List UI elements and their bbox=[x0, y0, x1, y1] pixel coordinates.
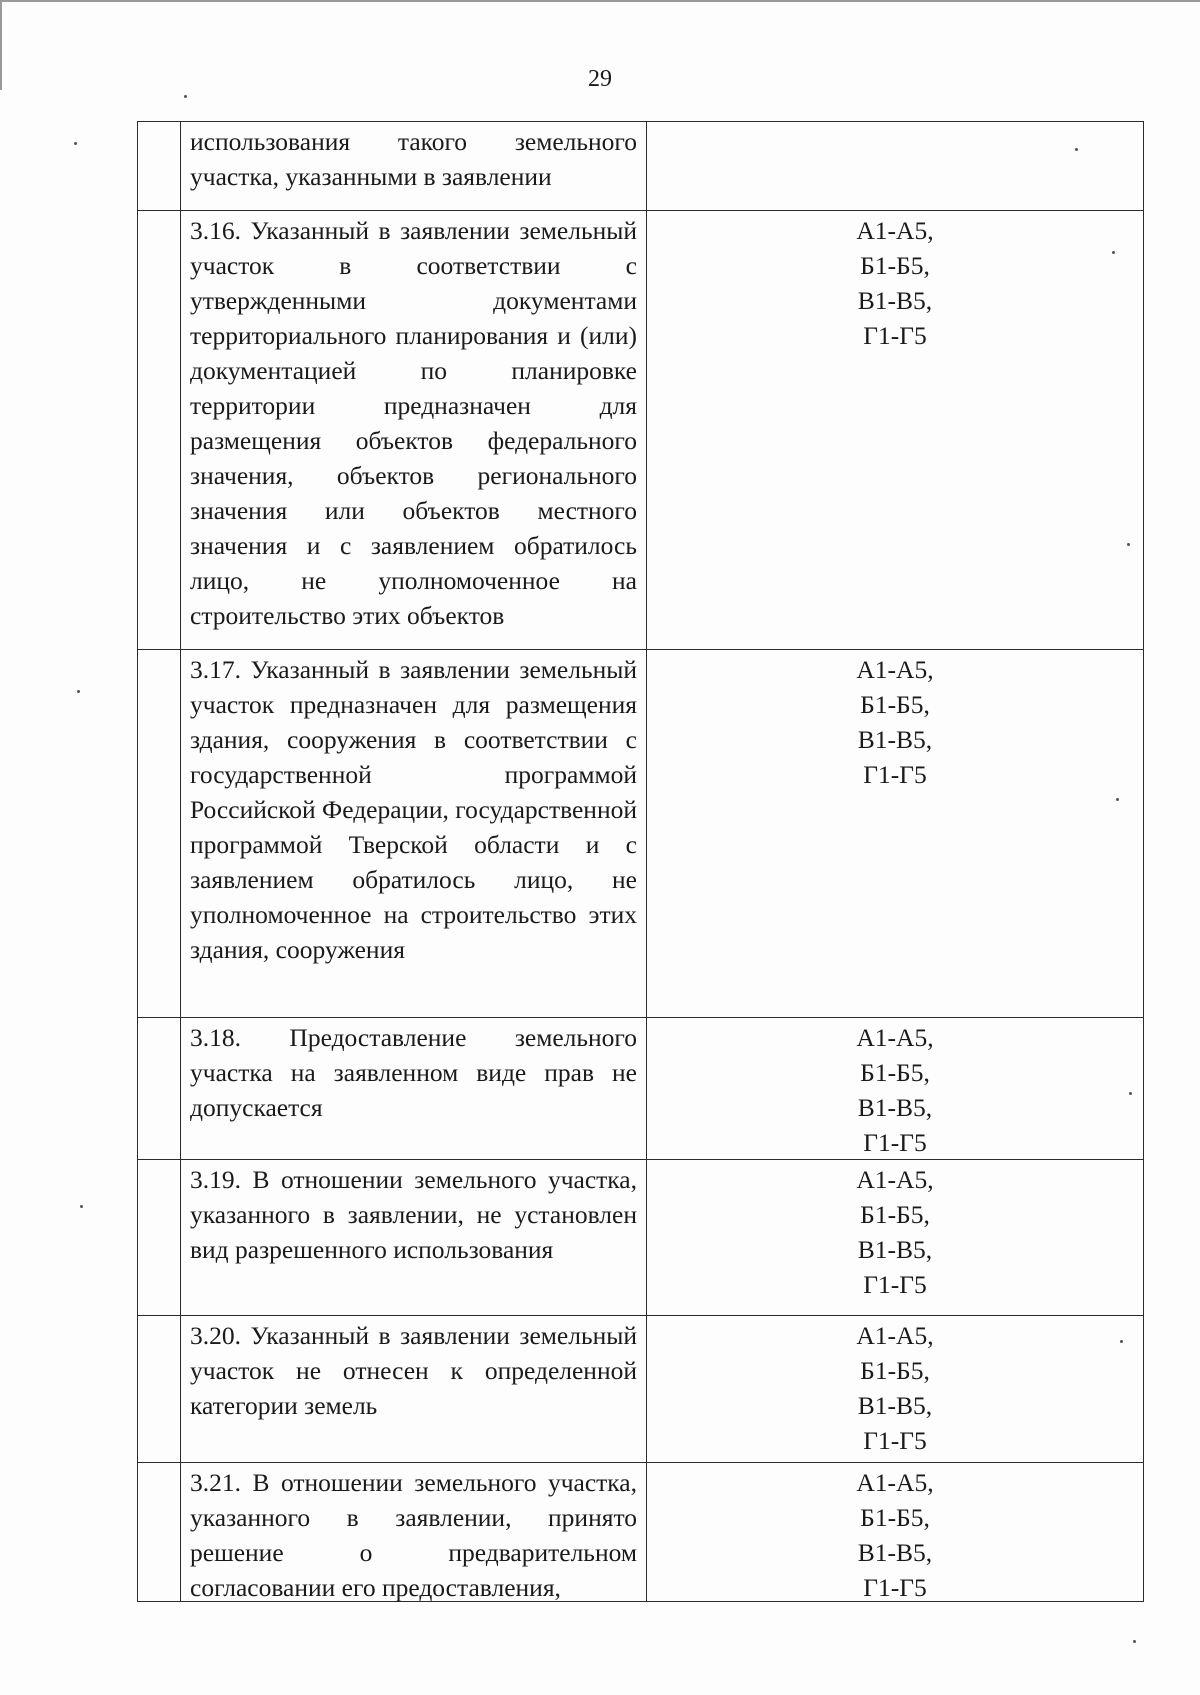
code-item: Г1-Г5 bbox=[863, 1128, 927, 1157]
scan-speck bbox=[184, 95, 187, 98]
row-description: 3.18. Предоставление земельного участка на заявленном виде прав не допускается bbox=[180, 1018, 646, 1159]
code-item: В1-В5, bbox=[857, 1391, 933, 1420]
scan-speck bbox=[80, 1205, 83, 1208]
row-description: 3.20. Указанный в заявлении земельный участок не отнесен к определенной категории земель bbox=[180, 1316, 646, 1462]
row-margin-cell bbox=[137, 1316, 180, 1462]
code-item: А1-А5, bbox=[856, 1023, 934, 1052]
code-item: В1-В5, bbox=[857, 1235, 933, 1264]
row-margin-cell bbox=[137, 1018, 180, 1159]
code-item: Г1-Г5 bbox=[863, 1426, 927, 1455]
scan-speck bbox=[1120, 1340, 1123, 1343]
page-number: 29 bbox=[588, 66, 612, 92]
row-codes bbox=[646, 1316, 1144, 1462]
scan-speck bbox=[74, 142, 77, 145]
row-margin-cell bbox=[137, 650, 180, 1017]
code-item: Б1-Б5, bbox=[860, 690, 930, 719]
table-row bbox=[137, 210, 1144, 649]
row-codes bbox=[646, 1463, 1144, 1601]
row-margin-cell bbox=[137, 1160, 180, 1315]
code-item: В1-В5, bbox=[857, 286, 933, 315]
scan-speck bbox=[1133, 1640, 1136, 1643]
table-row bbox=[137, 649, 1144, 1017]
row-codes bbox=[646, 211, 1144, 649]
table-row bbox=[137, 1315, 1144, 1462]
code-item: А1-А5, bbox=[856, 216, 934, 245]
scan-speck bbox=[1129, 1092, 1132, 1095]
code-item: В1-В5, bbox=[857, 1538, 933, 1567]
table-row bbox=[137, 1159, 1144, 1315]
code-item: А1-А5, bbox=[856, 655, 934, 684]
table-row bbox=[137, 1017, 1144, 1159]
table-row bbox=[137, 1462, 1144, 1602]
row-margin-cell bbox=[137, 1463, 180, 1601]
row-codes bbox=[646, 1160, 1144, 1315]
table-row bbox=[137, 121, 1144, 210]
code-item: Г1-Г5 bbox=[863, 1573, 927, 1602]
code-item: А1-А5, bbox=[856, 1321, 934, 1350]
code-item: А1-А5, bbox=[856, 1468, 934, 1497]
code-item: В1-В5, bbox=[857, 725, 933, 754]
code-item: Б1-Б5, bbox=[860, 1058, 930, 1087]
row-description: 3.17. Указанный в заявлении земельный участок предназначен для размещения здания, сооружения в соответствии с государственной программой Российской Федерации, государственной программой Тверской области и с заявлением обратилось лицо, не уполномоченное на строительство этих здания, сооружения bbox=[180, 650, 646, 1017]
row-codes bbox=[646, 122, 1144, 210]
code-item: Г1-Г5 bbox=[863, 1270, 927, 1299]
code-item: В1-В5, bbox=[857, 1093, 933, 1122]
code-item: А1-А5, bbox=[856, 1165, 934, 1194]
document-table bbox=[137, 121, 1144, 1602]
scan-speck bbox=[1127, 543, 1130, 546]
row-margin-cell bbox=[137, 122, 180, 210]
row-description: 3.19. В отношении земельного участка, указанного в заявлении, не установлен вид разрешенного использования bbox=[180, 1160, 646, 1315]
row-description: 3.21. В отношении земельного участка, указанного в заявлении, принято решение о предварительном согласовании его предоставления, bbox=[180, 1463, 646, 1601]
scan-edge-top bbox=[0, 0, 1200, 2]
code-item: Б1-Б5, bbox=[860, 1503, 930, 1532]
code-item: Г1-Г5 bbox=[863, 321, 927, 350]
scan-speck bbox=[1075, 148, 1078, 151]
code-item: Б1-Б5, bbox=[860, 1356, 930, 1385]
scan-speck bbox=[1112, 251, 1115, 254]
row-codes bbox=[646, 650, 1144, 1017]
code-item: Г1-Г5 bbox=[863, 760, 927, 789]
row-description: 3.16. Указанный в заявлении земельный участок в соответствии с утвержденными документами территориального планирования и (или) документацией по планировке территории предназначен для размещения объектов федерального значения, объектов регионального значения или объектов местного значения и с заявлением обратилось лицо, не уполномоченное на строительство этих объектов bbox=[180, 211, 646, 649]
scan-speck bbox=[77, 690, 80, 693]
code-item: Б1-Б5, bbox=[860, 251, 930, 280]
row-margin-cell bbox=[137, 211, 180, 649]
row-description: использования такого земельного участка, указанными в заявлении bbox=[180, 122, 646, 210]
code-item: Б1-Б5, bbox=[860, 1200, 930, 1229]
scan-speck bbox=[1116, 798, 1119, 801]
row-codes bbox=[646, 1018, 1144, 1159]
